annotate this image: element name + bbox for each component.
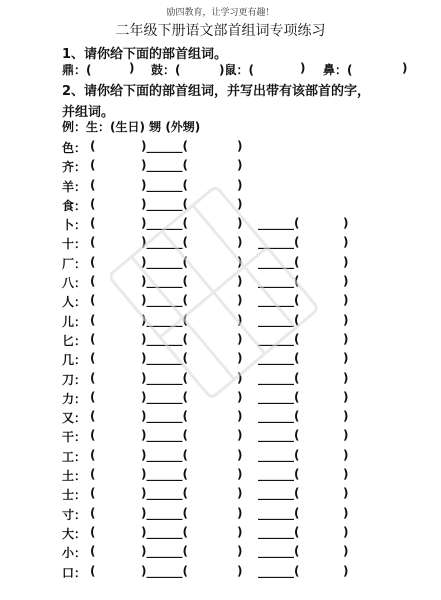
answer-blank-1: )______( bbox=[141, 158, 188, 173]
answer-blank-1: )______( bbox=[141, 409, 188, 424]
exercise-row bbox=[0, 194, 441, 213]
q1-item-bi: 鼻：( bbox=[323, 63, 353, 77]
answer-open-paren: ( bbox=[90, 139, 96, 153]
radical-label: 力： bbox=[62, 391, 87, 406]
answer-blank-1: )______( bbox=[141, 331, 188, 346]
answer-blank-2: ______( bbox=[258, 389, 300, 404]
answer-blank-1: )______( bbox=[141, 428, 188, 443]
answer-open-paren: ( bbox=[90, 254, 96, 269]
answer-blank-2: ______( bbox=[258, 312, 300, 327]
page-title: 二年级下册语文部首组词专项练习 bbox=[115, 23, 326, 39]
answer-close-paren: ) bbox=[237, 274, 243, 289]
answer-blank-1: )______( bbox=[141, 467, 188, 482]
answer-blank-1: )______( bbox=[141, 486, 188, 501]
answer-blank-2: ______( bbox=[258, 524, 300, 539]
answer-blank-2: ______( bbox=[258, 254, 300, 269]
radical-label: 十： bbox=[62, 237, 87, 252]
answer-blank-2: ______( bbox=[258, 505, 300, 520]
answer-open-paren: ( bbox=[90, 447, 96, 462]
radical-label: 刀： bbox=[62, 372, 87, 387]
answer-close-paren: ) bbox=[237, 139, 243, 153]
answer-blank-2: ______( bbox=[258, 331, 300, 346]
radical-label: 几： bbox=[62, 353, 87, 368]
exercise-row bbox=[0, 271, 441, 290]
exercise-row bbox=[0, 213, 441, 232]
answer-open-paren: ( bbox=[90, 524, 96, 539]
question-2-continued: 并组词。 bbox=[62, 105, 115, 120]
radical-label: 土： bbox=[62, 469, 87, 484]
answer-close-paren-2: ) bbox=[343, 409, 349, 424]
answer-close-paren-2: ) bbox=[343, 389, 349, 404]
answer-open-paren: ( bbox=[90, 351, 96, 366]
answer-open-paren: ( bbox=[90, 505, 96, 520]
answer-open-paren: ( bbox=[90, 196, 96, 211]
answer-close-paren: ) bbox=[237, 563, 243, 578]
radical-label: 厂： bbox=[62, 256, 87, 271]
exercise-row bbox=[0, 252, 441, 271]
answer-blank-2: ______( bbox=[258, 274, 300, 289]
answer-open-paren: ( bbox=[90, 563, 96, 578]
answer-close-paren-2: ) bbox=[343, 467, 349, 482]
q1-item-ding: 鼎：( bbox=[62, 63, 92, 77]
answer-close-paren-2: ) bbox=[343, 524, 349, 539]
answer-close-paren: ) bbox=[237, 158, 243, 173]
radical-label: 羊： bbox=[62, 179, 87, 194]
exercise-row bbox=[0, 136, 441, 155]
answer-close-paren: ) bbox=[237, 447, 243, 462]
answer-close-paren: ) bbox=[237, 486, 243, 501]
answer-close-paren: ) bbox=[237, 544, 243, 559]
radical-label: 八： bbox=[62, 276, 87, 291]
answer-blank-1: )______( bbox=[141, 274, 188, 289]
answer-blank-2: ______( bbox=[258, 216, 300, 231]
answer-close-paren: ) bbox=[237, 235, 243, 250]
answer-close-paren: ) bbox=[237, 524, 243, 539]
answer-open-paren: ( bbox=[90, 467, 96, 482]
answer-close-paren: ) bbox=[237, 351, 243, 366]
exercise-row bbox=[0, 464, 441, 483]
radical-label: 齐： bbox=[62, 160, 87, 175]
answer-close-paren-2: ) bbox=[343, 331, 349, 346]
answer-open-paren: ( bbox=[90, 177, 96, 192]
answer-open-paren: ( bbox=[90, 409, 96, 424]
exercise-row bbox=[0, 348, 441, 367]
exercise-row bbox=[0, 541, 441, 560]
radical-label: 食： bbox=[62, 198, 87, 213]
answer-close-paren: ) bbox=[237, 467, 243, 482]
answer-close-paren: ) bbox=[237, 312, 243, 327]
exercise-row bbox=[0, 155, 441, 174]
answer-close-paren: ) bbox=[237, 216, 243, 231]
answer-blank-1: )______( bbox=[141, 216, 188, 231]
radical-label: 儿： bbox=[62, 314, 87, 329]
answer-open-paren: ( bbox=[90, 158, 96, 173]
answer-blank-2: ______( bbox=[258, 486, 300, 501]
answer-blank-1: )______( bbox=[141, 293, 188, 308]
exercise-rows bbox=[0, 136, 441, 580]
answer-close-paren-2: ) bbox=[343, 544, 349, 559]
exercise-row bbox=[0, 445, 441, 464]
answer-close-paren-2: ) bbox=[343, 274, 349, 289]
answer-close-paren: ) bbox=[237, 177, 243, 192]
answer-blank-2: ______( bbox=[258, 544, 300, 559]
radical-label: 大： bbox=[62, 526, 87, 541]
answer-close-paren-2: ) bbox=[343, 351, 349, 366]
radical-label: 匕： bbox=[62, 333, 87, 348]
radical-label: 口： bbox=[62, 565, 87, 580]
answer-blank-1: )______( bbox=[141, 370, 188, 385]
answer-open-paren: ( bbox=[90, 216, 96, 231]
q1-item-gu: 鼓：( bbox=[151, 63, 181, 77]
answer-blank-2: ______( bbox=[258, 370, 300, 385]
answer-close-paren: ) bbox=[237, 370, 243, 385]
answer-close-paren-2: ) bbox=[343, 505, 349, 520]
answer-open-paren: ( bbox=[90, 544, 96, 559]
exercise-row bbox=[0, 406, 441, 425]
answer-close-paren: ) bbox=[237, 505, 243, 520]
header-note: 励四教育，让学习更有趣！ bbox=[166, 8, 275, 18]
exercise-row bbox=[0, 329, 441, 348]
q1-paren-close: ) bbox=[129, 61, 135, 75]
answer-open-paren: ( bbox=[90, 389, 96, 404]
answer-open-paren: ( bbox=[90, 235, 96, 250]
answer-blank-2: ______( bbox=[258, 428, 300, 443]
answer-close-paren-2: ) bbox=[343, 235, 349, 250]
answer-blank-1: )______( bbox=[141, 447, 188, 462]
answer-close-paren-2: ) bbox=[343, 447, 349, 462]
radical-label: 小： bbox=[62, 546, 87, 561]
answer-blank-1: )______( bbox=[141, 196, 188, 211]
radical-label: 工： bbox=[62, 449, 87, 464]
answer-blank-2: ______( bbox=[258, 235, 300, 250]
q1-item-shu: )鼠：( bbox=[219, 63, 254, 77]
exercise-row bbox=[0, 310, 441, 329]
answer-blank-1: )______( bbox=[141, 351, 188, 366]
answer-blank-1: )______( bbox=[141, 563, 188, 578]
radical-label: 卜： bbox=[62, 218, 87, 233]
exercise-row bbox=[0, 483, 441, 502]
exercise-row bbox=[0, 425, 441, 444]
answer-blank-1: )______( bbox=[141, 139, 188, 153]
answer-close-paren-2: ) bbox=[343, 486, 349, 501]
exercise-row bbox=[0, 522, 441, 541]
answer-close-paren: ) bbox=[237, 409, 243, 424]
answer-close-paren-2: ) bbox=[343, 216, 349, 231]
answer-blank-2: ______( bbox=[258, 409, 300, 424]
answer-close-paren-2: ) bbox=[343, 370, 349, 385]
question-2: 2、请你给下面的部首组词，并写出带有该部首的字， bbox=[62, 84, 371, 99]
answer-close-paren-2: ) bbox=[343, 254, 349, 269]
answer-close-paren: ) bbox=[237, 196, 243, 211]
q1-paren-close: ) bbox=[300, 61, 306, 75]
answer-blank-2: ______( bbox=[258, 447, 300, 462]
answer-open-paren: ( bbox=[90, 331, 96, 346]
answer-close-paren-2: ) bbox=[343, 563, 349, 578]
answer-close-paren-2: ) bbox=[343, 293, 349, 308]
answer-open-paren: ( bbox=[90, 486, 96, 501]
answer-close-paren: ) bbox=[237, 389, 243, 404]
answer-blank-1: )______( bbox=[141, 312, 188, 327]
question-1: 1、请你给下面的部首组词。 bbox=[62, 47, 228, 62]
radical-label: 人： bbox=[62, 295, 87, 310]
answer-close-paren: ) bbox=[237, 331, 243, 346]
answer-blank-2: ______( bbox=[258, 563, 300, 578]
exercise-row bbox=[0, 175, 441, 194]
exercise-row bbox=[0, 387, 441, 406]
answer-close-paren: ) bbox=[237, 293, 243, 308]
answer-close-paren: ) bbox=[237, 428, 243, 443]
answer-blank-1: )______( bbox=[141, 544, 188, 559]
exercise-row bbox=[0, 232, 441, 251]
answer-open-paren: ( bbox=[90, 370, 96, 385]
answer-open-paren: ( bbox=[90, 293, 96, 308]
exercise-row bbox=[0, 368, 441, 387]
answer-blank-2: ______( bbox=[258, 467, 300, 482]
answer-open-paren: ( bbox=[90, 274, 96, 289]
answer-open-paren: ( bbox=[90, 428, 96, 443]
exercise-row bbox=[0, 561, 441, 580]
radical-label: 寸： bbox=[62, 507, 87, 522]
radical-label: 士： bbox=[62, 488, 87, 503]
exercise-row bbox=[0, 290, 441, 309]
example-line: 例：生：(生日) 甥 (外甥) bbox=[62, 120, 201, 134]
answer-blank-1: )______( bbox=[141, 235, 188, 250]
answer-open-paren: ( bbox=[90, 312, 96, 327]
answer-close-paren-2: ) bbox=[343, 312, 349, 327]
radical-label: 色： bbox=[62, 141, 87, 155]
answer-blank-2: ______( bbox=[258, 351, 300, 366]
radical-label: 又： bbox=[62, 411, 87, 426]
answer-close-paren: ) bbox=[237, 254, 243, 269]
answer-blank-1: )______( bbox=[141, 524, 188, 539]
answer-blank-1: )______( bbox=[141, 254, 188, 269]
answer-blank-2: ______( bbox=[258, 293, 300, 308]
answer-blank-1: )______( bbox=[141, 177, 188, 192]
q1-paren-close: ) bbox=[402, 61, 408, 75]
radical-label: 干： bbox=[62, 430, 87, 445]
answer-close-paren-2: ) bbox=[343, 428, 349, 443]
question-1-answers bbox=[62, 61, 432, 77]
answer-blank-1: )______( bbox=[141, 505, 188, 520]
answer-blank-1: )______( bbox=[141, 389, 188, 404]
exercise-row bbox=[0, 503, 441, 522]
